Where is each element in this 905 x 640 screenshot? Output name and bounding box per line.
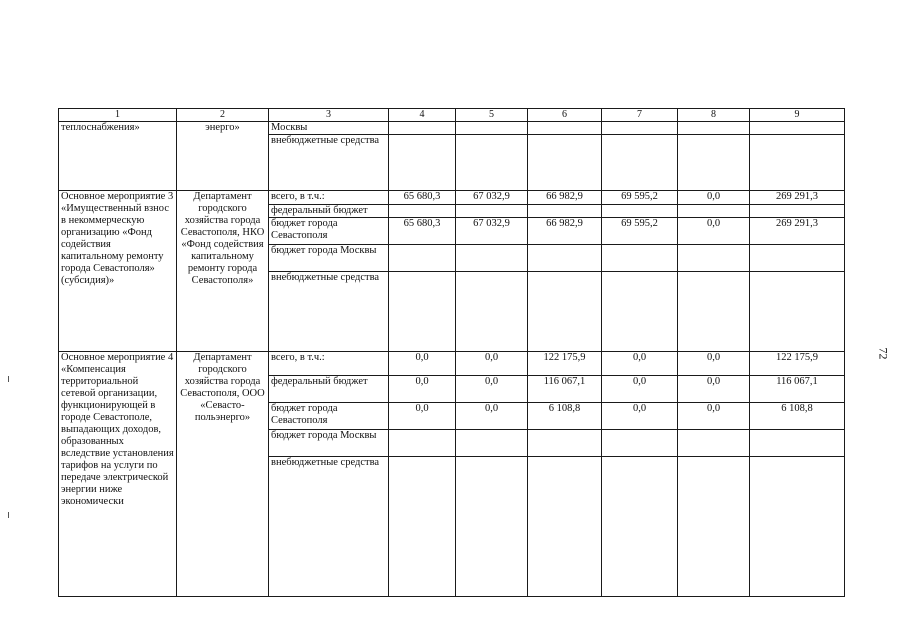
value-cell: 6 108,8 <box>750 403 845 430</box>
scan-mark <box>8 512 9 518</box>
value-cell: 0,0 <box>389 403 456 430</box>
value-cell <box>678 205 750 218</box>
event-cell: Основное мероприятие 4 «Компенсация территориальной сетевой организации, функционирующей в городе Севастополе, выпадающих доходов, образованных вследствие установления тарифов на услуги по передаче электрической энергии ниже экономически <box>59 352 177 597</box>
value-cell <box>750 122 845 135</box>
table-row <box>59 122 845 135</box>
table-header-row <box>59 109 845 122</box>
source-cell: всего, в т.ч.: <box>269 352 389 376</box>
source-cell: всего, в т.ч.: <box>269 191 389 205</box>
value-cell <box>456 122 528 135</box>
value-cell <box>678 457 750 597</box>
value-cell <box>389 272 456 352</box>
value-cell: 0,0 <box>602 376 678 403</box>
value-cell: 67 032,9 <box>456 191 528 205</box>
value-cell: 6 108,8 <box>528 403 602 430</box>
value-cell: 0,0 <box>678 352 750 376</box>
source-cell: бюджет города Севастополя <box>269 218 389 245</box>
header-cell: 9 <box>750 109 845 122</box>
value-cell: 69 595,2 <box>602 218 678 245</box>
value-cell: 0,0 <box>678 218 750 245</box>
value-cell <box>750 135 845 191</box>
value-cell <box>750 457 845 597</box>
value-cell <box>678 272 750 352</box>
value-cell <box>456 205 528 218</box>
header-cell: 4 <box>389 109 456 122</box>
header-cell: 2 <box>177 109 269 122</box>
source-cell: бюджет города Москвы <box>269 245 389 272</box>
source-cell: бюджет города Москвы <box>269 430 389 457</box>
source-cell: внебюджетные средства <box>269 135 389 191</box>
value-cell <box>389 430 456 457</box>
value-cell: 65 680,3 <box>389 191 456 205</box>
table-row <box>59 191 845 205</box>
executor-cell: энерго» <box>177 122 269 191</box>
value-cell <box>602 430 678 457</box>
value-cell <box>456 457 528 597</box>
value-cell <box>750 205 845 218</box>
value-cell: 269 291,3 <box>750 191 845 205</box>
value-cell <box>602 457 678 597</box>
value-cell <box>528 430 602 457</box>
value-cell <box>750 430 845 457</box>
executor-cell: Департамент городского хозяйства города Севастополя, ООО «Севасто-польэнерго» <box>177 352 269 597</box>
value-cell <box>528 245 602 272</box>
value-cell <box>389 245 456 272</box>
source-cell: внебюджетные средства <box>269 457 389 597</box>
value-cell: 0,0 <box>456 376 528 403</box>
value-cell <box>602 135 678 191</box>
header-cell: 7 <box>602 109 678 122</box>
source-cell: Москвы <box>269 122 389 135</box>
value-cell: 65 680,3 <box>389 218 456 245</box>
header-cell: 8 <box>678 109 750 122</box>
value-cell: 66 982,9 <box>528 218 602 245</box>
budget-table-sheet <box>58 108 844 605</box>
value-cell <box>456 430 528 457</box>
value-cell <box>528 457 602 597</box>
value-cell: 67 032,9 <box>456 218 528 245</box>
value-cell: 0,0 <box>602 352 678 376</box>
value-cell: 0,0 <box>678 376 750 403</box>
source-cell: федеральный бюджет <box>269 376 389 403</box>
value-cell: 122 175,9 <box>528 352 602 376</box>
table-row <box>59 352 845 376</box>
value-cell <box>456 135 528 191</box>
source-cell: федеральный бюджет <box>269 205 389 218</box>
value-cell <box>678 245 750 272</box>
value-cell <box>456 245 528 272</box>
value-cell <box>678 122 750 135</box>
header-cell: 1 <box>59 109 177 122</box>
value-cell <box>602 272 678 352</box>
value-cell <box>678 135 750 191</box>
value-cell: 0,0 <box>678 191 750 205</box>
budget-table <box>58 108 845 597</box>
header-cell: 5 <box>456 109 528 122</box>
event-cell: Основное мероприятие 3 «Имущественный взнос в некоммерческую организацию «Фонд содействия капитальному ремонту города Севастополя» (субсидия)» <box>59 191 177 352</box>
value-cell: 0,0 <box>389 352 456 376</box>
value-cell: 0,0 <box>678 403 750 430</box>
value-cell <box>602 205 678 218</box>
value-cell: 116 067,1 <box>528 376 602 403</box>
value-cell: 0,0 <box>389 376 456 403</box>
value-cell <box>678 430 750 457</box>
value-cell <box>750 245 845 272</box>
value-cell: 0,0 <box>456 352 528 376</box>
event-cell: теплоснабжения» <box>59 122 177 191</box>
value-cell: 66 982,9 <box>528 191 602 205</box>
value-cell <box>602 122 678 135</box>
value-cell: 269 291,3 <box>750 218 845 245</box>
value-cell <box>528 135 602 191</box>
value-cell <box>528 122 602 135</box>
source-cell: внебюджетные средства <box>269 272 389 352</box>
source-cell: бюджет города Севастополя <box>269 403 389 430</box>
value-cell: 122 175,9 <box>750 352 845 376</box>
executor-cell: Департамент городского хозяйства города Севастополя, НКО «Фонд содействия капитальному ремонту города Севастополя» <box>177 191 269 352</box>
header-cell: 3 <box>269 109 389 122</box>
value-cell <box>528 205 602 218</box>
value-cell <box>389 205 456 218</box>
value-cell: 116 067,1 <box>750 376 845 403</box>
value-cell <box>389 135 456 191</box>
header-cell: 6 <box>528 109 602 122</box>
page-number: 72 <box>876 347 891 360</box>
value-cell <box>389 122 456 135</box>
value-cell <box>456 272 528 352</box>
value-cell: 0,0 <box>456 403 528 430</box>
value-cell <box>750 272 845 352</box>
value-cell: 0,0 <box>602 403 678 430</box>
value-cell <box>389 457 456 597</box>
value-cell: 69 595,2 <box>602 191 678 205</box>
scan-mark <box>8 376 9 382</box>
value-cell <box>528 272 602 352</box>
value-cell <box>602 245 678 272</box>
